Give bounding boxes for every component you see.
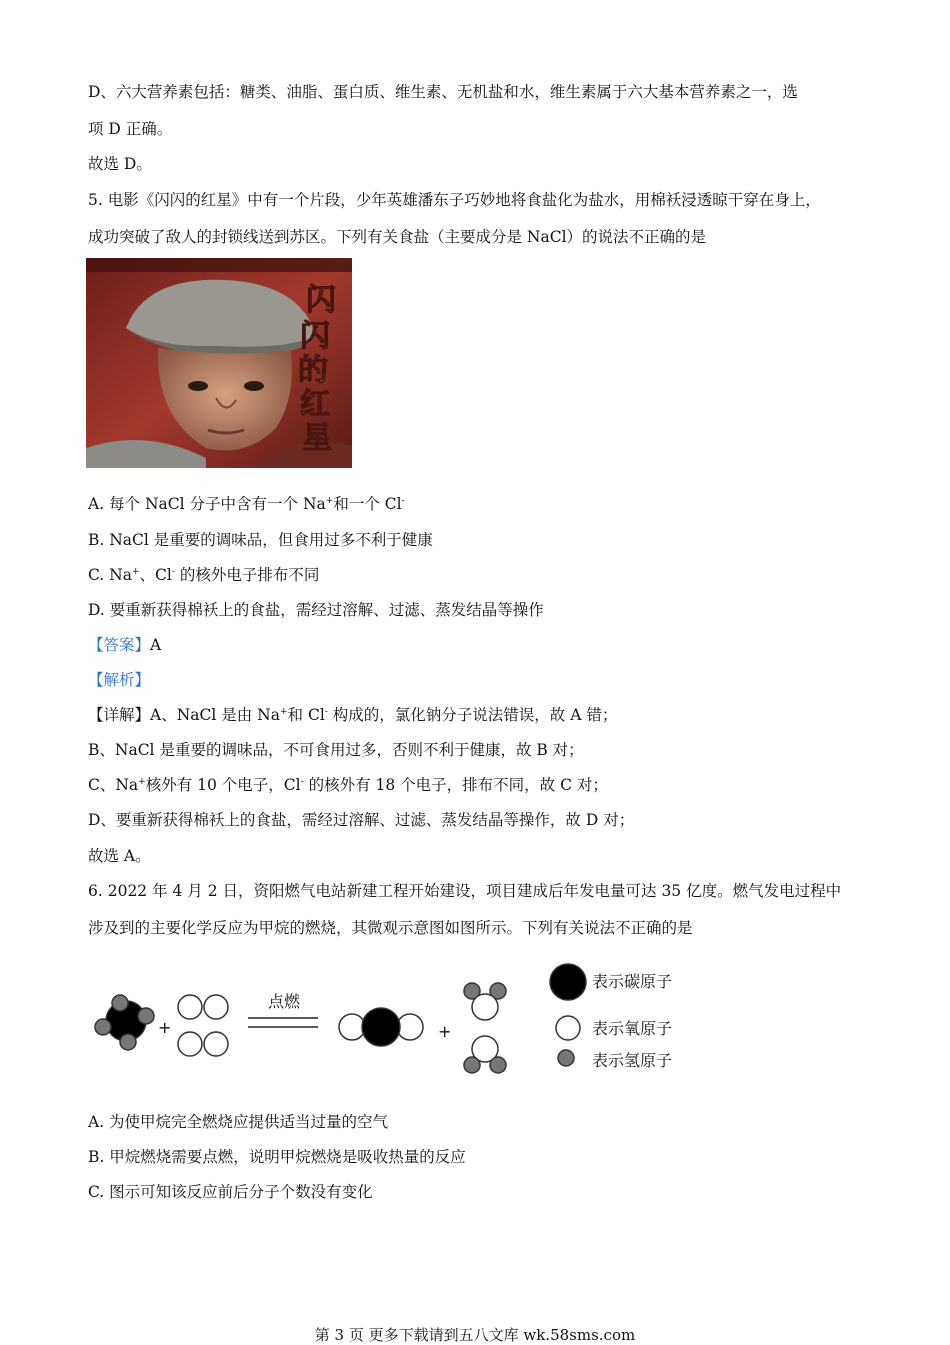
oxygen-molecule-2 [178,1032,228,1056]
q5-option-d: D. 要重新获得棉袄上的食盐，需经过溶解、过滤、蒸发结晶等操作 [88,601,544,619]
detail-line-c: C、Na+核外有 10 个电子，Cl- 的核外有 18 个电子，排布不同，故 C 对； [88,776,608,794]
q5-answer: 【答案】A [88,636,162,654]
carbon-dioxide-molecule [339,1008,423,1046]
detail-tag: 【详解】 [88,706,151,724]
reaction-condition: 点燃 [268,992,301,1011]
water-molecule-2 [464,1036,506,1073]
q5-stem-line1: 5. 电影《闪闪的红星》中有一个片段，少年英雄潘东子巧妙地将食盐化为盐水，用棉袄浸透晾干穿在身上， [88,191,821,209]
photo-title-char: 闪 [306,283,336,318]
photo-title-char: 星 [302,421,332,456]
carbon-atom-legend-symbol [550,964,586,1000]
q6-option-b: B. 甲烷燃烧需要点燃，说明甲烷燃烧是吸收热量的反应 [88,1148,466,1166]
q5-stem-line2: 成功突破了敌人的封锁线送到苏区。下列有关食盐（主要成分是 NaCl）的说法不正确的是 [88,228,707,246]
q6-option-c: C. 图示可知该反应前后分子个数没有变化 [88,1183,373,1201]
q5-option-a: A. 每个 NaCl 分子中含有一个 Na+和一个 Cl- [88,495,405,513]
oxygen-atom-legend-symbol [556,1016,580,1040]
detail-line-b: B、NaCl 是重要的调味品，不可食用过多，否则不利于健康，故 B 对； [88,741,584,759]
q4-conclusion: 故选 D。 [88,155,152,173]
legend-hydrogen-label: 表示氢原子 [592,1051,673,1070]
methane-molecule [95,995,154,1050]
q6-stem-line1: 6. 2022 年 4 月 2 日，资阳燃气电站新建工程开始建设，项目建成后年发电量可达 35 亿度。燃气发电过程中 [88,882,842,900]
photo-title-char: 闪 [300,319,330,354]
film-poster-image [86,258,352,468]
legend-carbon-label: 表示碳原子 [592,972,673,991]
option-d-explanation-line2: 项 D 正确。 [88,120,173,138]
detail-line-a: 【详解】A、NaCl 是由 Na+和 Cl- 构成的，氯化钠分子说法错误，故 A 错； [88,706,618,724]
photo-title-char: 的 [298,353,328,388]
methane-combustion-diagram [88,955,708,1089]
analysis-tag: 【解析】 [88,671,151,689]
q6-stem-line2: 涉及到的主要化学反应为甲烷的燃烧，其微观示意图如图所示。下列有关说法不正确的是 [88,919,693,937]
hydrogen-atom-legend-symbol [558,1050,574,1066]
q5-conclusion: 故选 A。 [88,847,151,865]
q5-option-c: C. Na+、Cl- 的核外电子排布不同 [88,566,320,584]
reaction-plus-sign: + [438,1022,452,1041]
q5-option-b: B. NaCl 是重要的调味品，但食用过多不利于健康 [88,531,433,549]
detail-line-d: D、要重新获得棉袄上的食盐，需经过溶解、过滤、蒸发结晶等操作，故 D 对； [88,811,635,829]
photo-title-char: 红 [300,387,330,422]
page-footer: 第 3 页 更多下载请到五八文库 wk.58sms.com [314,1326,636,1344]
legend-oxygen-label: 表示氧原子 [592,1019,673,1038]
q6-option-a: A. 为使甲烷完全燃烧应提供适当过量的空气 [88,1113,389,1131]
oxygen-molecule-1 [178,995,228,1019]
option-d-explanation-line1: D、六大营养素包括：糖类、油脂、蛋白质、维生素、无机盐和水，维生素属于六大基本营养素之一，选 [88,83,798,101]
answer-tag: 【答案】 [88,636,151,654]
water-molecule-1 [464,983,506,1020]
reaction-plus-sign: + [158,1018,172,1037]
